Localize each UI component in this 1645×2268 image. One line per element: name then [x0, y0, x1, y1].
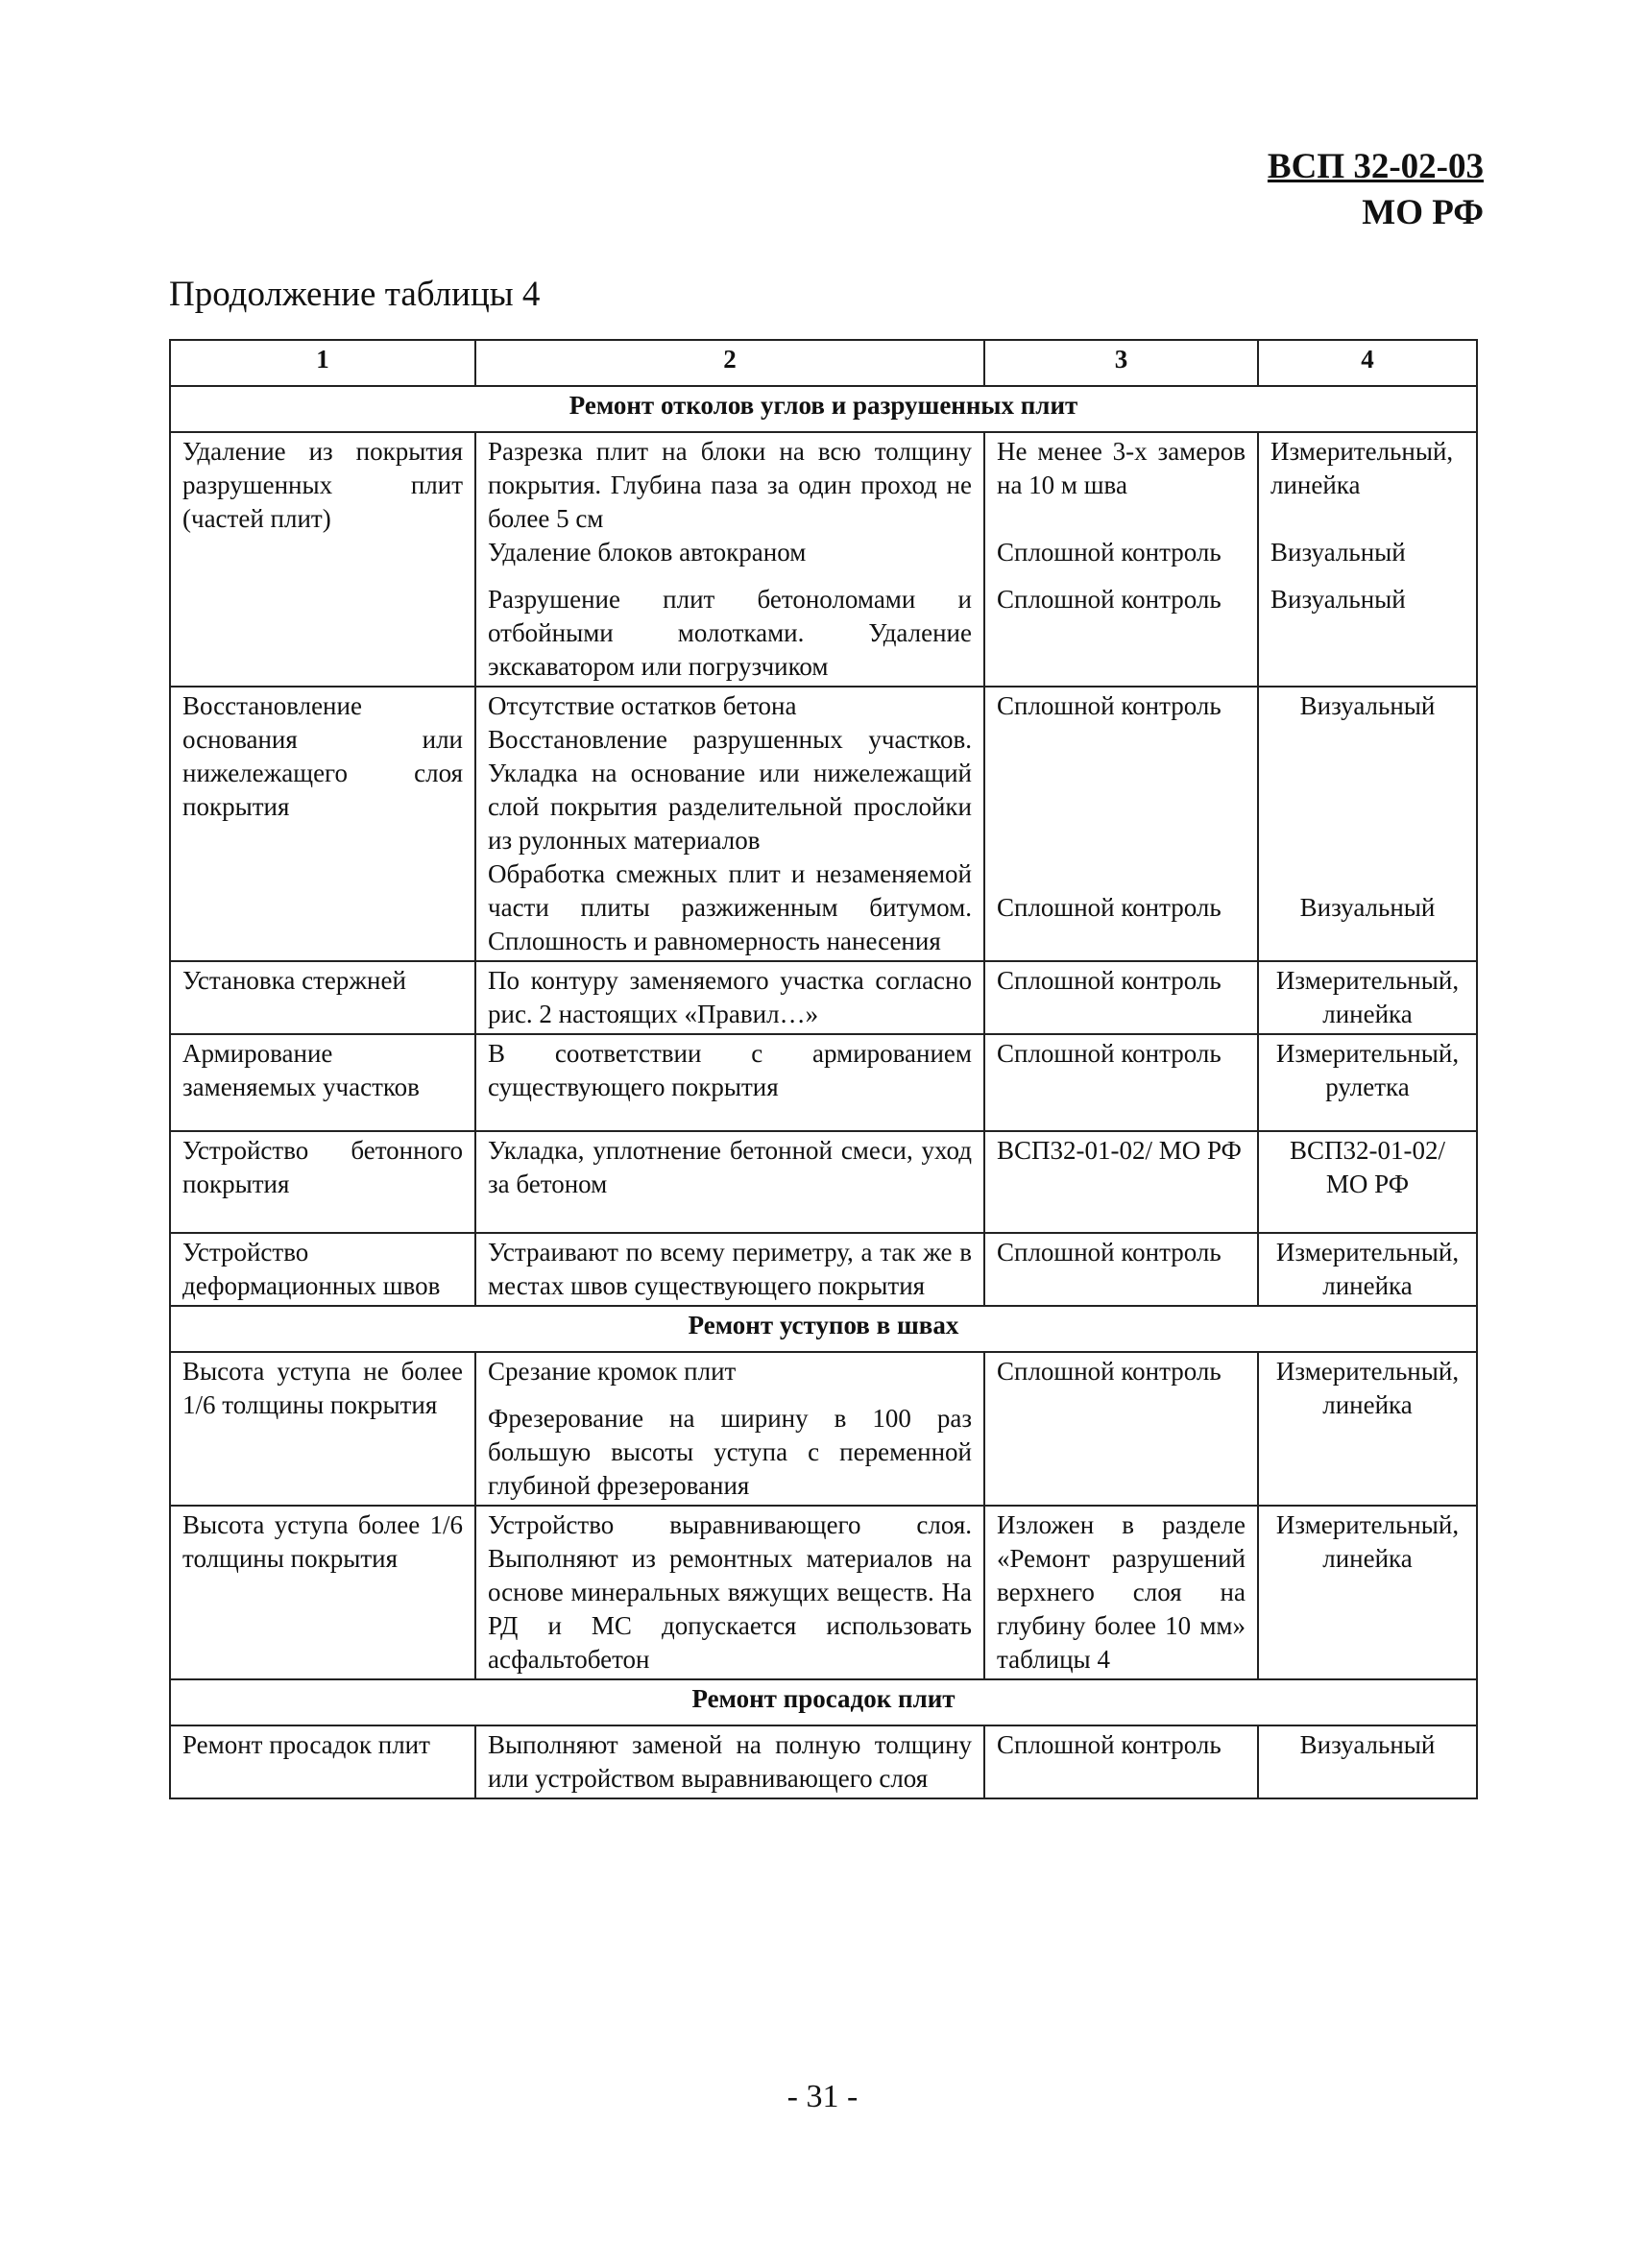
cell-control-scope: Сплошной контроль	[984, 1034, 1258, 1131]
requirement-text: Отсутствие остатков бетона	[488, 691, 797, 720]
requirement-text: Удаление блоков автокраном	[488, 538, 807, 567]
table-continuation-title: Продолжение таблицы 4	[169, 275, 541, 314]
cell-control-method: Измерительный, линейка	[1258, 961, 1477, 1034]
cell-control-method: ВСП32-01-02/ МО РФ	[1258, 1131, 1477, 1233]
table-row	[170, 687, 1477, 961]
control-method-text: Визуальный	[1299, 893, 1436, 922]
document-code-line2: МО РФ	[1362, 193, 1484, 232]
cell-control-scope: ВСП32-01-02/ МО РФ	[984, 1131, 1258, 1233]
cell-control-scope: Сплошной контроль	[984, 1725, 1258, 1798]
requirement-text: Разрезка плит на блоки на всю толщину покрытия. Глубина паза за один проход не более 5 см	[488, 437, 972, 533]
table-row	[170, 1131, 1477, 1233]
section-header-row	[170, 386, 1477, 432]
cell-work-type: Армирование заменяемых участков	[170, 1034, 475, 1131]
cell-requirements: В соответствии с армированием существующего покрытия	[475, 1034, 984, 1131]
control-method-text: Визуальный	[1270, 585, 1406, 614]
section-header-row	[170, 1306, 1477, 1352]
section-title-chips-repair: Ремонт отколов углов и разрушенных плит	[170, 386, 1477, 432]
cell-work-type: Высота уступа не более 1/6 толщины покрытия	[170, 1352, 475, 1506]
cell-control-method: Визуальный	[1258, 1725, 1477, 1798]
cell-work-type: Ремонт просадок плит	[170, 1725, 475, 1798]
cell-requirements: Устраивают по всему периметру, а так же в местах швов существующего покрытия	[475, 1233, 984, 1306]
section-title-step-repair: Ремонт уступов в швах	[170, 1306, 1477, 1352]
control-scope-text: Сплошной контроль	[997, 538, 1222, 567]
cell-work-type: Удаление из покрытия разрушенных плит (частей плит)	[170, 432, 475, 687]
requirement-text: Обработка смежных плит и незаменяемой части плиты разжиженным битумом. Сплошность и равномерность нанесения	[488, 859, 972, 955]
control-method-text: Визуальный	[1299, 691, 1436, 720]
table-row	[170, 1233, 1477, 1306]
cell-control-method: Измерительный, линейка	[1258, 1233, 1477, 1306]
table-header-row	[170, 340, 1477, 386]
requirement-text: Фрезерование на ширину в 100 раз большую высоты уступа с переменной глубиной фрезерования	[488, 1404, 972, 1500]
cell-control-method: Измерительный, линейка	[1258, 1352, 1477, 1506]
table-row	[170, 1034, 1477, 1131]
control-scope-text: Сплошной контроль	[997, 585, 1222, 614]
requirement-text: Восстановление разрушенных участков. Укладка на основание или нижележащий слой покрытия разделительной прослойки из рулонных материалов	[488, 725, 972, 855]
section-title-subsidence-repair: Ремонт просадок плит	[170, 1679, 1477, 1725]
cell-work-type: Устройство деформационных швов	[170, 1233, 475, 1306]
section-header-row	[170, 1679, 1477, 1725]
cell-control-scope: Сплошной контроль	[984, 1352, 1258, 1506]
cell-requirements	[475, 687, 984, 961]
cell-control-method: Измерительный, линейка	[1258, 1506, 1477, 1679]
cell-control-scope	[984, 687, 1258, 961]
cell-control-scope: Сплошной контроль	[984, 961, 1258, 1034]
column-header-3: 3	[984, 340, 1258, 386]
cell-control-method	[1258, 432, 1477, 687]
requirement-text: Разрушение плит бетоноломами и отбойными молотками. Удаление экскаватором или погрузчиком	[488, 585, 972, 681]
column-header-1: 1	[170, 340, 475, 386]
control-method-text: Визуальный	[1270, 538, 1406, 567]
column-header-4: 4	[1258, 340, 1477, 386]
cell-requirements	[475, 1352, 984, 1506]
cell-control-scope: Изложен в разделе «Ремонт разрушений верхнего слоя на глубину более 10 мм» таблицы 4	[984, 1506, 1258, 1679]
cell-work-type: Высота уступа более 1/6 толщины покрытия	[170, 1506, 475, 1679]
requirement-text: Срезание кромок плит	[488, 1357, 737, 1386]
cell-work-type: Восстановление основания или нижележащего слоя покрытия	[170, 687, 475, 961]
cell-control-scope: Сплошной контроль	[984, 1233, 1258, 1306]
cell-requirements: По контуру заменяемого участка согласно рис. 2 настоящих «Правил…»	[475, 961, 984, 1034]
table-row	[170, 961, 1477, 1034]
cell-requirements: Выполняют заменой на полную толщину или устройством выравнивающего слоя	[475, 1725, 984, 1798]
cell-requirements	[475, 432, 984, 687]
cell-requirements: Укладка, уплотнение бетонной смеси, уход за бетоном	[475, 1131, 984, 1233]
column-header-2: 2	[475, 340, 984, 386]
cell-requirements: Устройство выравнивающего слоя. Выполняют из ремонтных материалов на основе минеральных вяжущих веществ. На РД и МС допускается использовать асфальтобетон	[475, 1506, 984, 1679]
cell-work-type: Устройство бетонного покрытия	[170, 1131, 475, 1233]
cell-control-method	[1258, 687, 1477, 961]
table-row	[170, 1352, 1477, 1506]
table-row	[170, 432, 1477, 687]
document-code	[1268, 144, 1484, 236]
page-number: - 31 -	[786, 2079, 859, 2114]
table-row	[170, 1506, 1477, 1679]
control-method-text: Измерительный, линейка	[1270, 437, 1454, 499]
control-scope-text: Не менее 3-х замеров на 10 м шва	[997, 437, 1246, 499]
cell-control-method: Измерительный, рулетка	[1258, 1034, 1477, 1131]
document-code-line1: ВСП 32-02-03	[1267, 147, 1484, 186]
cell-control-scope	[984, 432, 1258, 687]
control-scope-text: Сплошной контроль	[997, 893, 1222, 922]
data-table	[169, 339, 1478, 1799]
table-row	[170, 1725, 1477, 1798]
cell-work-type: Установка стержней	[170, 961, 475, 1034]
control-scope-text: Сплошной контроль	[997, 691, 1222, 720]
